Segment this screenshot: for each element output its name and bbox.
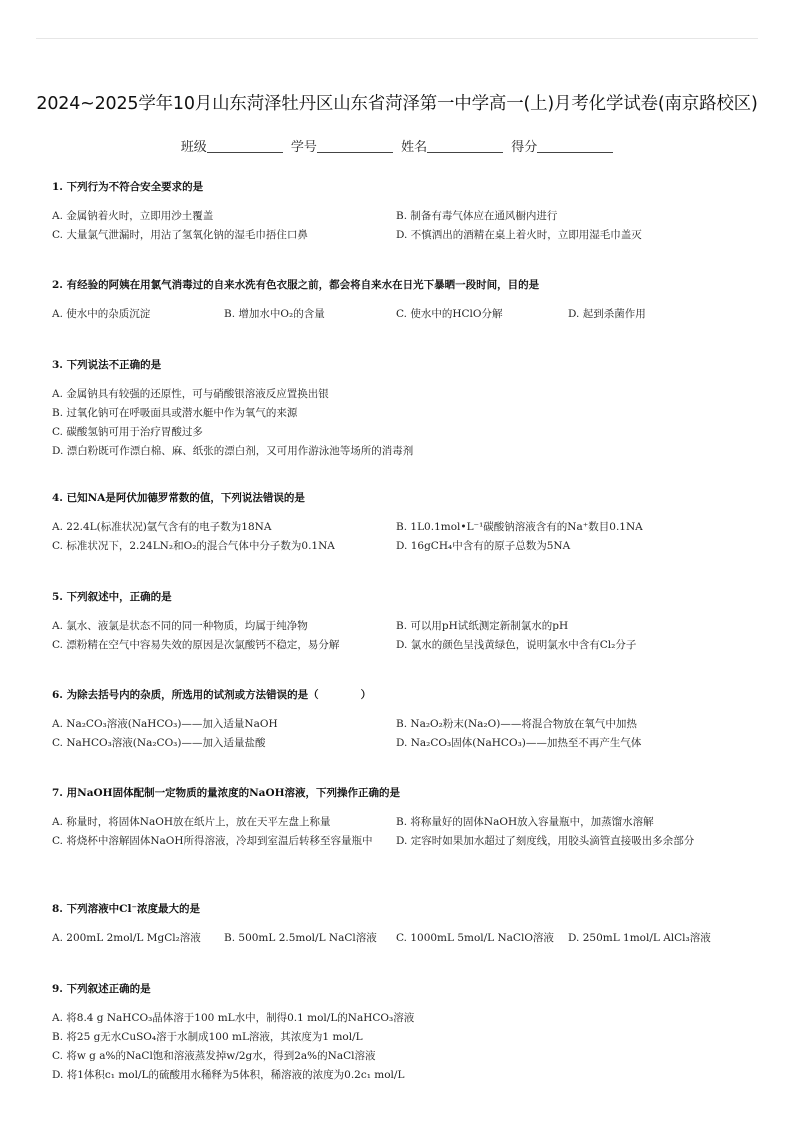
option-a: A. 将8.4 g NaHCO₃晶体溶于100 mL水中，制得0.1 mol/L的NaHCO₃溶液 [52,1012,415,1024]
question-5 [52,588,752,655]
option-c: C. 使水中的HClO分解 [396,308,503,320]
option-b: B. 制备有毒气体应在通风橱内进行 [396,210,558,222]
question-4 [52,489,752,556]
option-b: B. Na₂O₂粉末(Na₂O)——将混合物放在氧气中加热 [396,718,637,730]
option-d: D. 定容时如果加水超过了刻度线，用胶头滴管直接吸出多余部分 [396,835,695,847]
question-stem: 8. 下列溶液中Cl⁻浓度最大的是 [52,903,201,915]
option-d: D. 16gCH₄中含有的原子总数为5NA [396,540,571,552]
question-stem: 7. 用NaOH固体配制一定物质的量浓度的NaOH溶液，下列操作正确的是 [52,787,401,799]
option-d: D. 漂白粉既可作漂白棉、麻、纸张的漂白剂，又可用作游泳池等场所的消毒剂 [52,445,414,457]
option-d: D. 不慎洒出的酒精在桌上着火时，立即用湿毛巾盖灭 [396,229,642,241]
question-1 [52,178,752,245]
class-blank [207,140,283,153]
option-a: A. 氯水、液氯是状态不同的同一种物质，均属于纯净物 [52,620,308,632]
option-d: D. 氯水的颜色呈浅黄绿色，说明氯水中含有Cl₂分子 [396,639,637,651]
option-a: A. 称量时，将固体NaOH放在纸片上，放在天平左盘上称量 [52,816,331,828]
option-d: D. Na₂CO₃固体(NaHCO₃)——加热至不再产生气体 [396,737,642,749]
question-3 [52,356,752,461]
exam-title: 2024~2025学年10月山东菏泽牡丹区山东省菏泽第一中学高一(上)月考化学试卷(南京路校区) [36,94,758,114]
option-c: C. 将w g a%的NaCl饱和溶液蒸发掉w/2g水，得到2a%的NaCl溶液 [52,1050,376,1062]
name-blank [427,140,503,153]
question-8 [52,900,752,948]
option-b: B. 500mL 2.5mol/L NaCl溶液 [224,932,377,944]
score-label: 得分 [511,140,538,155]
question-9 [52,980,752,1085]
option-d: D. 起到杀菌作用 [568,308,646,320]
option-b: B. 将25 g无水CuSO₄溶于水制成100 mL溶液，其浓度为1 mol/L [52,1031,363,1043]
name-label: 姓名 [401,140,428,155]
option-d: D. 250mL 1mol/L AlCl₃溶液 [568,932,711,944]
class-label: 班级 [180,140,207,155]
question-stem: 4. 已知NA是阿伏加德罗常数的值，下列说法错误的是 [52,492,305,504]
student-info-line [0,136,794,155]
option-a: A. 金属钠具有较强的还原性，可与硝酸银溶液反应置换出银 [52,388,329,400]
option-a: A. Na₂CO₃溶液(NaHCO₃)——加入适量NaOH [52,718,278,730]
question-6 [52,686,752,753]
question-stem: 2. 有经验的阿姨在用氯气消毒过的自来水洗有色衣服之前，都会将自来水在日光下暴晒一段时间，目的是 [52,279,540,291]
option-c: C. 将烧杯中溶解固体NaOH所得溶液，冷却到室温后转移至容量瓶中 [52,835,373,847]
option-b: B. 将称量好的固体NaOH放入容量瓶中，加蒸馏水溶解 [396,816,654,828]
question-stem: 1. 下列行为不符合安全要求的是 [52,181,204,193]
student-id-blank [317,140,393,153]
option-c: C. 1000mL 5mol/L NaClO溶液 [396,932,554,944]
question-7 [52,784,752,870]
option-c: C. NaHCO₃溶液(Na₂CO₃)——加入适量盐酸 [52,737,266,749]
option-d: D. 将1体积c₁ mol/L的硫酸用水稀释为5体积，稀溶液的浓度为0.2c₁ mol/L [52,1069,405,1081]
option-a: A. 22.4L(标准状况)氩气含有的电子数为18NA [52,521,272,533]
option-b: B. 过氧化钠可在呼吸面具或潜水艇中作为氧气的来源 [52,407,298,419]
option-c: C. 碳酸氢钠可用于治疗胃酸过多 [52,426,203,438]
question-stem: 5. 下列叙述中，正确的是 [52,591,172,603]
option-b: B. 可以用pH试纸测定新制氯水的pH [396,620,569,632]
header-divider [36,38,758,39]
question-2 [52,276,752,324]
option-a: A. 金属钠着火时，立即用沙土覆盖 [52,210,214,222]
option-c: C. 漂粉精在空气中容易失效的原因是次氯酸钙不稳定，易分解 [52,639,340,651]
score-blank [537,140,613,153]
student-id-label: 学号 [290,140,317,155]
question-stem: 9. 下列叙述正确的是 [52,983,151,995]
question-stem: 3. 下列说法不正确的是 [52,359,162,371]
option-c: C. 标准状况下，2.24LN₂和O₂的混合气体中分子数为0.1NA [52,540,335,552]
option-b: B. 1L0.1mol•L⁻¹碳酸钠溶液含有的Na⁺数目0.1NA [396,521,643,533]
option-c: C. 大量氯气泄漏时，用沾了氢氧化钠的湿毛巾捂住口鼻 [52,229,308,241]
option-a: A. 200mL 2mol/L MgCl₂溶液 [52,932,201,944]
option-a: A. 使水中的杂质沉淀 [52,308,151,320]
question-stem: 6. 为除去括号内的杂质，所选用的试剂或方法错误的是（ ） [52,689,372,701]
option-b: B. 增加水中O₂的含量 [224,308,325,320]
